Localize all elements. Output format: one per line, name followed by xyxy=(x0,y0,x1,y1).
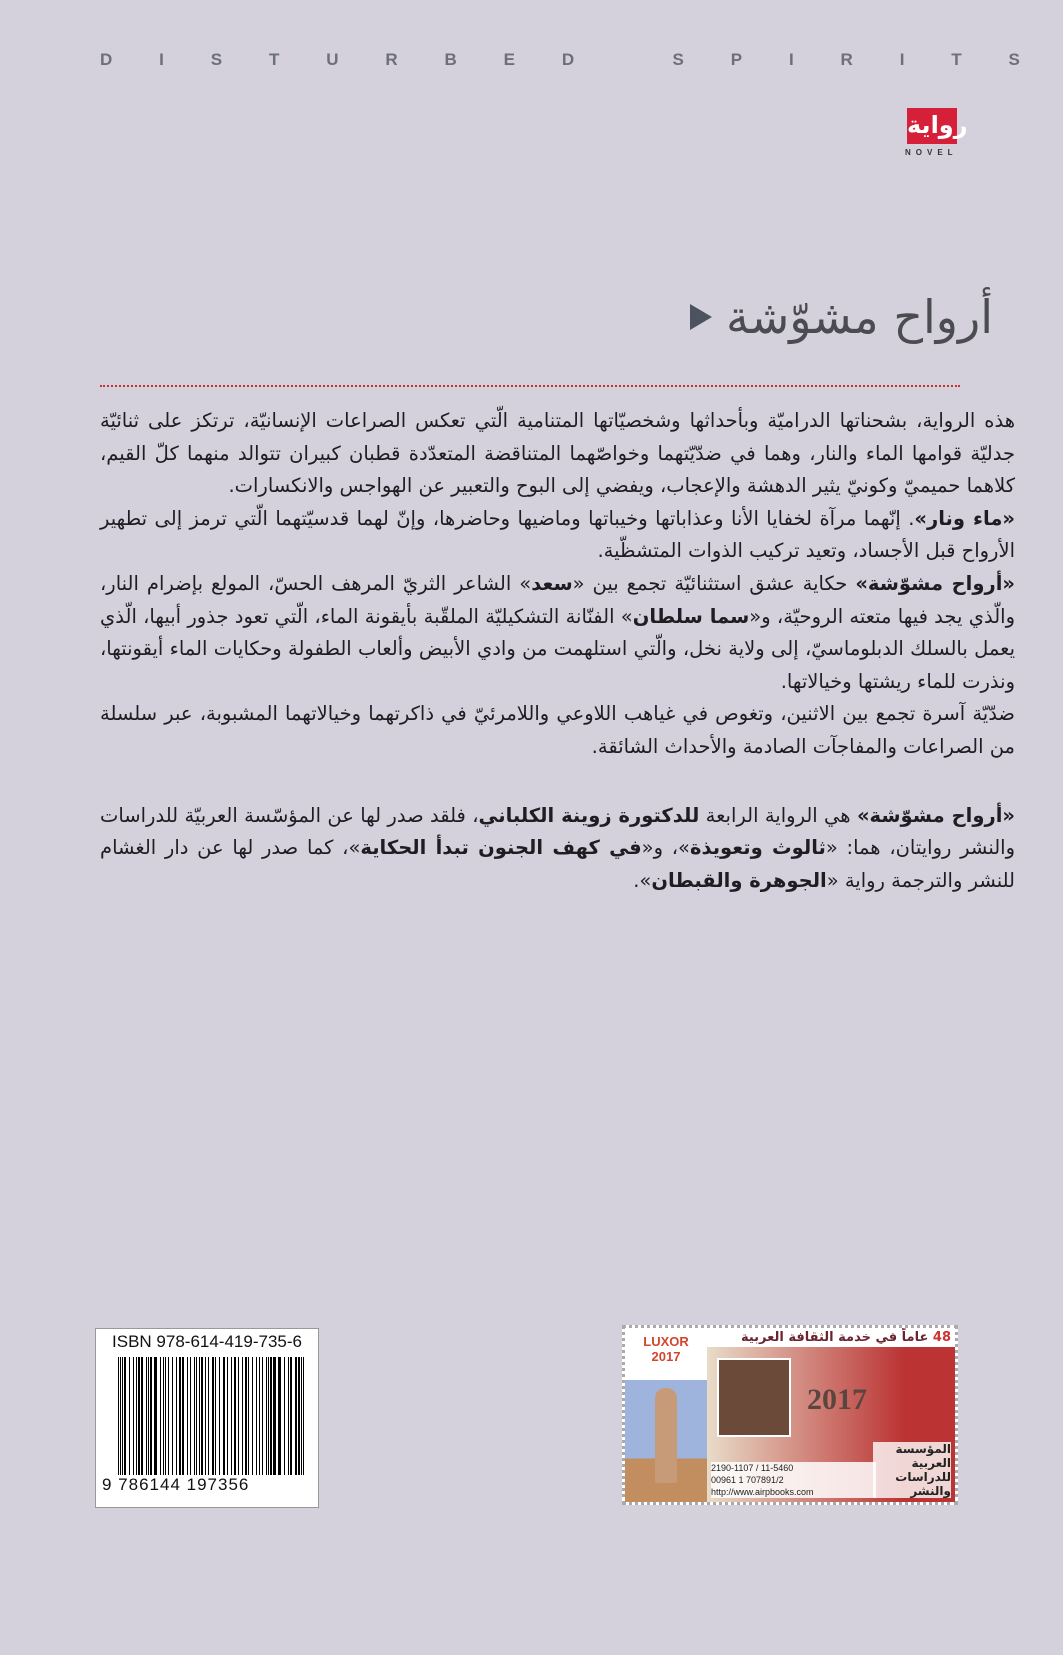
text-run: »، و« xyxy=(641,836,690,860)
barcode-bar xyxy=(168,1357,169,1475)
text-run: »، كما صدر لها عن دار الغشام للنشر والترجمة رواية « xyxy=(100,836,1015,892)
barcode-bar xyxy=(160,1357,161,1475)
barcode-bar xyxy=(199,1357,201,1475)
barcode-bar xyxy=(256,1357,257,1475)
series-letter: S xyxy=(672,50,684,69)
barcode-bar xyxy=(183,1357,184,1475)
text-run: ». xyxy=(633,868,652,892)
bold-phrase: «أرواح مشوّشة» xyxy=(856,803,1015,827)
bold-phrase: في كهف الجنون تبدأ الحكاية xyxy=(360,836,642,860)
series-title xyxy=(100,50,1020,70)
barcode-bar xyxy=(274,1357,276,1475)
postage-stamp-sticker xyxy=(622,1325,958,1505)
book-title: أرواح مشوّشة xyxy=(726,290,993,344)
series-letter: P xyxy=(730,50,743,69)
luxor-label: LUXOR xyxy=(643,1334,689,1349)
stamp-number: 48 xyxy=(932,1330,951,1345)
barcode-bar xyxy=(136,1357,137,1475)
barcode-bar xyxy=(248,1357,249,1475)
series-letter: B xyxy=(444,50,457,69)
blurb-paragraph xyxy=(100,405,1015,503)
barcode-bar xyxy=(182,1357,183,1475)
text-run: ، فلقد صدر لها عن المؤسّسة العربيّة للدراسات والنشر روايتان، هما: « xyxy=(100,803,1015,860)
series-letter: S xyxy=(1008,50,1020,69)
blurb-paragraph xyxy=(100,503,1015,568)
series-letter: D xyxy=(100,50,113,69)
series-letter: R xyxy=(385,50,398,69)
barcode-bar xyxy=(259,1357,260,1475)
bold-phrase: ثالوث وتعويذة xyxy=(689,836,826,860)
barcode-bar xyxy=(129,1357,130,1475)
series-letter: U xyxy=(326,50,339,69)
barcode-bar xyxy=(148,1357,149,1475)
book-title-block xyxy=(690,290,993,344)
stamp-year: 2017 xyxy=(807,1383,867,1416)
luxor-stamp xyxy=(625,1328,707,1502)
bold-phrase: الجوهرة والقبطان xyxy=(651,868,827,892)
barcode-bar xyxy=(268,1357,269,1475)
text-run: ضدّيّة آسرة تجمع بين الاثنين، وتغوص في غياهب اللاوعي واللامرئيّ في ذاكرتهما وخيالاتهما المشبوبة، عبر سلسلة من الصراعات والمفاجآت الصادمة والأحداث الشائقة. xyxy=(100,702,1015,758)
series-letter: D xyxy=(561,50,575,69)
barcode-bar xyxy=(154,1357,155,1475)
barcode-bar xyxy=(133,1357,134,1475)
barcode-bar xyxy=(227,1357,228,1475)
barcode-bar xyxy=(208,1357,209,1475)
barcode-bar xyxy=(205,1357,206,1475)
isbn-barcode xyxy=(95,1328,319,1508)
barcode-bar xyxy=(278,1357,279,1475)
barcode-bar xyxy=(262,1357,263,1475)
barcode-bar xyxy=(150,1357,152,1475)
text-run: » الشاعر الثريّ المرهف الحسّ، المولع بإضرام النار، والّذي يجد فيها متعته الروحيّة، و« xyxy=(100,571,1015,628)
logo-mark: رواية xyxy=(907,108,957,144)
barcode-bar xyxy=(194,1357,195,1475)
series-letter: S xyxy=(210,50,223,69)
isbn-label: ISBN 978-614-419-735-6 xyxy=(112,1332,302,1351)
barcode-bar xyxy=(122,1357,123,1475)
stamp-banner xyxy=(707,1328,955,1347)
series-letter: R xyxy=(840,50,853,69)
triangle-arrow-icon xyxy=(690,304,712,330)
barcode-bar xyxy=(179,1357,181,1475)
luxor-year: 2017 xyxy=(651,1349,681,1364)
text-run: . إنّهما مرآة لخفايا الأنا وعذاباتها وخيباتها وماضيها وحاضرها، وإنّ لهما قدسيّتهما الّتي ترمز إلى تطهير الأرواح قبل الأجساد، وتعيد تركيب الذوات المتشظّية. xyxy=(100,506,1015,563)
barcode-bar xyxy=(290,1357,292,1475)
barcode-bar xyxy=(231,1357,232,1475)
series-letter xyxy=(621,50,626,70)
barcode-bar xyxy=(301,1357,303,1475)
bold-phrase: «أرواح مشوّشة» xyxy=(855,571,1015,595)
barcode-bar xyxy=(234,1357,236,1475)
barcode-bar xyxy=(288,1357,289,1475)
barcode-bar xyxy=(270,1357,272,1475)
series-letter: E xyxy=(503,50,515,69)
stamp-phone-2: 00961 1 707891/2 xyxy=(711,1475,784,1485)
barcode-bar xyxy=(303,1357,304,1475)
series-letter: I xyxy=(159,50,164,69)
barcode-bar xyxy=(187,1357,188,1475)
barcode-bar xyxy=(279,1357,281,1475)
stamp-phone-1: 2190-1107 / 11-5460 xyxy=(711,1463,794,1473)
barcode-bar xyxy=(223,1357,224,1475)
publisher-logo xyxy=(905,108,968,157)
stamp-website: http://www.airpbooks.com xyxy=(711,1487,814,1497)
bold-phrase: للدكتورة زوينة الكلباني xyxy=(478,803,700,827)
stamp-banner-text: عاماً في خدمة الثقافة العربية xyxy=(740,1330,929,1345)
barcode-bar xyxy=(172,1357,173,1475)
text-run: هذه الرواية، بشحناتها الدراميّة وبأحداثها وشخصيّاتها المتنامية الّتي تعكس الصراعات الإنسانيّة، ترتكز على ثنائيّة جدليّة قوامها الماء والنار، وهما في ضدّيّتهما وخواصّهما المتناقضة المتعدّدة قطبان كبيران تتوالد منهما كلّ القيم، كلاهما حميميّ وكونيّ يثير الدهشة والإعجاب، ويفضي إلى البوح والتعبير عن الهواجس والانكسارات. xyxy=(100,409,1015,498)
barcode-bar xyxy=(155,1357,157,1475)
logo-subtitle: NOVEL xyxy=(905,148,958,157)
blurb-paragraph xyxy=(100,800,1015,898)
stamp-address xyxy=(711,1462,876,1498)
barcode-bar xyxy=(295,1357,297,1475)
author-portrait xyxy=(717,1358,791,1437)
bold-phrase: سما سلطان xyxy=(632,604,750,628)
blurb-paragraph xyxy=(100,698,1015,763)
barcode-bar xyxy=(238,1357,240,1475)
barcode-bar xyxy=(201,1357,203,1475)
barcode-bar xyxy=(190,1357,191,1475)
barcode-bar xyxy=(212,1357,214,1475)
series-letter: T xyxy=(268,50,280,69)
barcode-bar xyxy=(118,1357,119,1475)
stamp-publisher: المؤسسة العربية للدراسات والنشر xyxy=(873,1442,951,1498)
barcode-bar xyxy=(245,1357,247,1475)
barcode-bar xyxy=(176,1357,177,1475)
barcode-bar xyxy=(120,1357,122,1475)
barcode-bar xyxy=(284,1357,285,1475)
barcode-bar xyxy=(219,1357,220,1475)
barcode-bar xyxy=(252,1357,254,1475)
barcode-bar xyxy=(146,1357,147,1475)
barcode-bar xyxy=(138,1357,140,1475)
bold-phrase: سعد xyxy=(531,571,573,595)
series-letter: I xyxy=(899,50,905,69)
blurb-paragraph xyxy=(100,568,1015,698)
bold-phrase: «ماء ونار» xyxy=(914,506,1015,530)
barcode-bar xyxy=(266,1357,267,1475)
barcode-bar xyxy=(124,1357,126,1475)
dotted-divider xyxy=(100,385,960,387)
statue-image xyxy=(655,1388,677,1483)
barcode-bar xyxy=(141,1357,143,1475)
series-letter: I xyxy=(788,50,794,69)
barcode-digits: 9 786144 197356 xyxy=(102,1475,250,1494)
barcode-bar xyxy=(242,1357,243,1475)
series-letter: T xyxy=(951,50,962,69)
barcode-bar xyxy=(196,1357,197,1475)
text-run: » الفنّانة التشكيليّة الملقّبة بأيقونة الماء، الّتي تعود جذور أبيها، الّذي يعمل بالسلك الدبلوماسيّ، إلى ولاية نخل، والّتي استلهمت من وادي الأبيض وألعاب الطفولة وحكايات الماء أيقونتها، ونذرت للماء ريشتها وخيالاتها. xyxy=(100,604,1015,693)
barcode-bar xyxy=(298,1357,300,1475)
barcode-bar xyxy=(165,1357,166,1475)
barcode-bar xyxy=(163,1357,164,1475)
barcode-bars xyxy=(118,1357,306,1475)
blurb xyxy=(100,405,1015,897)
publisher-stamp xyxy=(707,1328,955,1502)
barcode-bar xyxy=(215,1357,216,1475)
text-run: حكاية عشق استثنائيّة تجمع بين « xyxy=(572,571,856,595)
text-run: هي الرواية الرابعة xyxy=(699,803,857,827)
barcode-bar xyxy=(273,1357,274,1475)
